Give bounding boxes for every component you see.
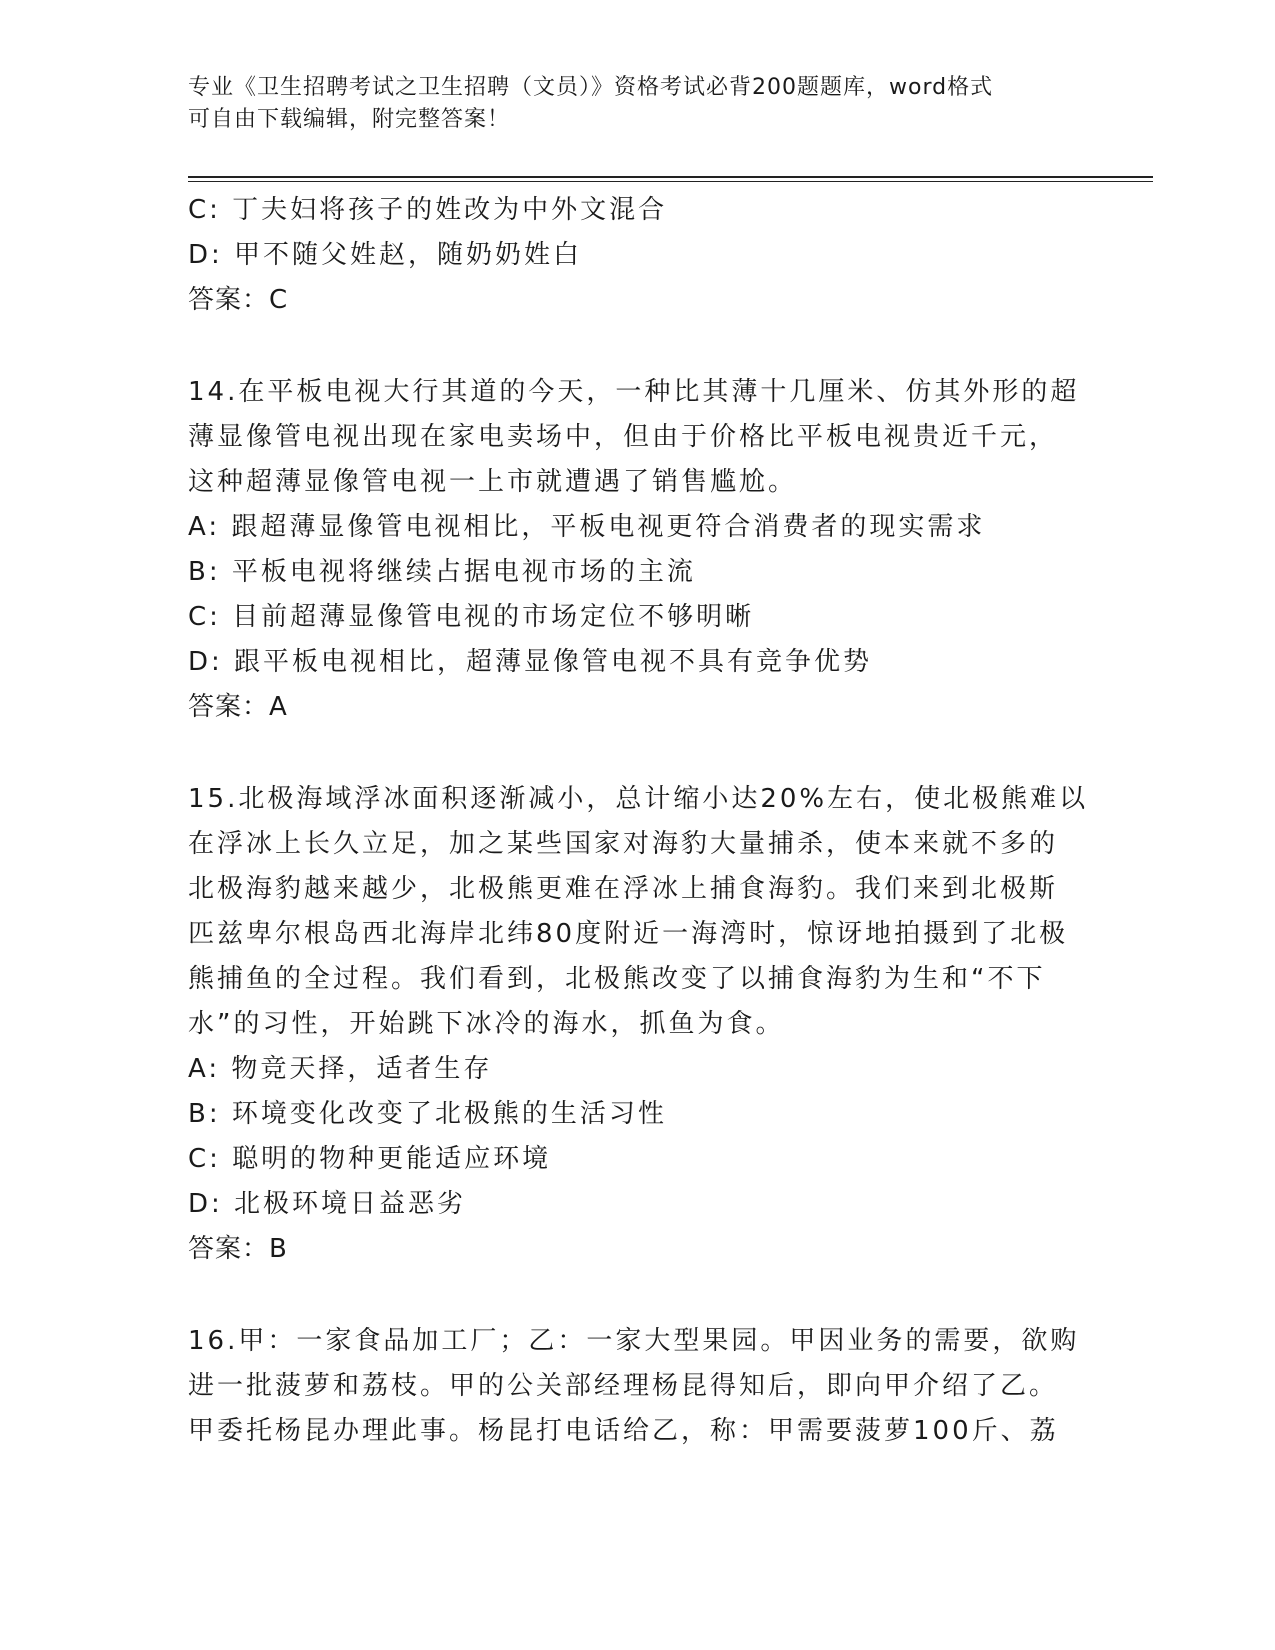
stem-line: 14.在平板电视大行其道的今天，一种比其薄十几厘米、仿其外形的超	[188, 377, 1080, 407]
stem-line: 15.北极海域浮冰面积逐渐减小，总计缩小达20%左右，使北极熊难以	[188, 784, 1089, 814]
question-14	[188, 370, 1078, 730]
option-c: C: 丁夫妇将孩子的姓改为中外文混合	[188, 195, 668, 225]
stem-line: 熊捕鱼的全过程。我们看到，北极熊改变了以捕食海豹为生和“不下	[188, 964, 1046, 994]
question-16	[188, 1319, 1078, 1454]
stem-line: 匹兹卑尔根岛西北海岸北纬80度附近一海湾时，惊讶地拍摄到了北极	[188, 919, 1069, 949]
header-title-line-2: 可自由下载编辑，附完整答案！	[188, 107, 511, 132]
option-c: C: 聪明的物种更能适应环境	[188, 1144, 552, 1174]
option-d: D: 跟平板电视相比，超薄显像管电视不具有竞争优势	[188, 647, 873, 677]
option-a: A: 跟超薄显像管电视相比，平板电视更符合消费者的现实需求	[188, 512, 986, 542]
stem-line: 进一批菠萝和荔枝。甲的公关部经理杨昆得知后，即向甲介绍了乙。	[188, 1371, 1059, 1401]
option-d: D: 甲不随父姓赵，随奶奶姓白	[188, 240, 583, 270]
question-15	[188, 777, 1089, 1272]
stem-line: 薄显像管电视出现在家电卖场中，但由于价格比平板电视贵近千元，	[188, 422, 1059, 452]
option-d: D: 北极环境日益恶劣	[188, 1189, 467, 1219]
answer-line: 答案：C	[188, 285, 289, 315]
option-a: A: 物竞天择，适者生存	[188, 1054, 493, 1084]
stem-line: 水”的习性，开始跳下冰冷的海水，抓鱼为食。	[188, 1009, 785, 1039]
question-stem	[188, 777, 1089, 1047]
stem-line: 这种超薄显像管电视一上市就遭遇了销售尴尬。	[188, 467, 798, 497]
stem-line: 北极海豹越来越少，北极熊更难在浮冰上捕食海豹。我们来到北极斯	[188, 874, 1059, 904]
stem-line: 在浮冰上长久立足，加之某些国家对海豹大量捕杀，使本来就不多的	[188, 829, 1059, 859]
document-body	[188, 188, 1089, 1454]
question-13-tail	[188, 188, 1078, 323]
question-stem	[188, 1319, 1080, 1454]
answer-line: 答案：A	[188, 692, 288, 722]
option-b: B: 环境变化改变了北极熊的生活习性	[188, 1099, 667, 1129]
option-b: B: 平板电视将继续占据电视市场的主流	[188, 557, 696, 587]
header-title-line-1: 专业《卫生招聘考试之卫生招聘（文员）》资格考试必背200题题库，word格式	[188, 75, 994, 100]
stem-line: 16.甲：一家食品加工厂；乙：一家大型果园。甲因业务的需要，欲购	[188, 1326, 1080, 1356]
header-divider-thin	[188, 181, 1153, 182]
stem-line: 甲委托杨昆办理此事。杨昆打电话给乙，称：甲需要菠萝100斤、荔	[188, 1416, 1059, 1446]
option-c: C: 目前超薄显像管电视的市场定位不够明晰	[188, 602, 755, 632]
answer-line: 答案：B	[188, 1234, 288, 1264]
page-header	[188, 72, 1068, 136]
header-divider-thick	[188, 176, 1153, 178]
question-stem	[188, 370, 1080, 505]
